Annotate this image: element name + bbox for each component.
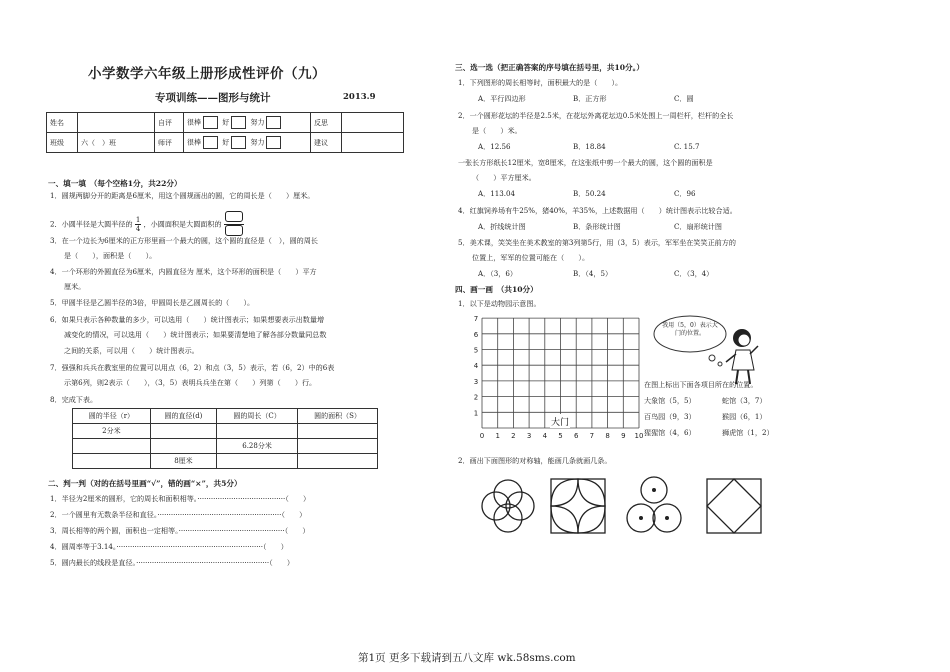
- y-tick-label: 3: [473, 377, 479, 386]
- mc-2a: 2．一个圆形花坛的半径是2.5米，在花坛外离花坛边0.5米处围上一周栏杆，栏杆的全长: [458, 111, 734, 120]
- table-cell: 6.28分米: [217, 439, 298, 454]
- q1-8: 8．完成下表。: [50, 395, 98, 404]
- mc-3a: 一张长方形纸长12厘米，宽8厘米，在这张纸中剪一个最大的圆，这个圆的面积是: [458, 158, 713, 167]
- place-birds: 百鸟园（9，3）: [644, 412, 696, 421]
- page-subtitle: 专项训练——图形与统计: [155, 92, 271, 104]
- q1-6c: 之间的关系，可以用（ ）统计图表示。: [64, 346, 199, 355]
- option-great: 很棒: [187, 118, 201, 127]
- class-field[interactable]: 六（ ）班: [78, 133, 155, 153]
- fraction: [135, 216, 141, 233]
- mc-1: 1．下列图形的周长相等时，面积最大的是（ ）。: [458, 78, 623, 87]
- mc-5-opt-c[interactable]: C．（3，4）: [674, 269, 714, 278]
- speech-bubble-text: 我用（5，0）表示大门的位置。: [662, 322, 718, 337]
- tf-item-1: 1．半径为2厘米的圆形，它的周长和面积相等。·······································（ ）: [50, 494, 311, 503]
- q1-1: 1．圆规两脚分开的距离是6厘米，用这个圆规画出的圆，它的周长是（ ）厘米。: [50, 191, 315, 200]
- table-cell[interactable]: [217, 424, 298, 439]
- mc-1-opt-a[interactable]: A．平行四边形: [478, 94, 526, 103]
- zoo-grid-map[interactable]: [470, 308, 650, 444]
- checkbox[interactable]: [231, 116, 246, 129]
- date-label: 2013.9: [343, 92, 376, 102]
- draw-q1: 1．以下是动物园示意图。: [458, 299, 541, 308]
- map-instruction: 在图上标出下面各项目所在的位置。: [644, 380, 758, 389]
- y-tick-label: 1: [473, 409, 479, 418]
- suggestion-field[interactable]: [342, 133, 404, 153]
- q1-2-text-b: ，小圆面积是大圆面积的: [143, 219, 222, 229]
- q1-3b: 是（ ），面积是（ ）。: [64, 251, 157, 260]
- draw-q2: 2．画出下面图形的对称轴，能画几条就画几条。: [458, 456, 612, 465]
- footer-text: 第1页 更多下载请到五八文库 wk.58sms.com: [358, 652, 576, 664]
- mc-4-opt-a[interactable]: A．折线统计图: [478, 222, 526, 231]
- self-eval-label: 自评: [155, 113, 184, 133]
- teacher-eval-options: [184, 133, 311, 153]
- place-snake: 蛇馆（3，7）: [722, 396, 767, 405]
- section-2-heading: 二、判一判（对的在括号里画“√”，错的画“×”，共5分）: [48, 479, 242, 488]
- mc-4-opt-b[interactable]: B．条形统计图: [573, 222, 621, 231]
- q1-2-text-a: 2．小圆半径是大圆半径的: [50, 219, 133, 229]
- section-3-heading: 三、选一选（把正确答案的序号填在括号里，共10分。）: [455, 63, 645, 72]
- q1-6b: 减变化的情况，可以选用（ ）统计图表示；如果要清楚地了解各部分数量同总数: [64, 330, 327, 339]
- x-tick-label: 9: [621, 432, 626, 440]
- mc-2b: 是（ ）米。: [472, 126, 522, 135]
- self-eval-options: [184, 113, 311, 133]
- mc-2-opt-a[interactable]: A．12.56: [478, 142, 511, 151]
- x-tick-label: 2: [511, 432, 516, 440]
- reflection-field[interactable]: [342, 113, 404, 133]
- gate-label: 大门: [550, 418, 570, 428]
- table-header: 圆的直径(d): [150, 409, 216, 424]
- checkbox[interactable]: [266, 116, 281, 129]
- x-tick-label: 3: [526, 432, 532, 440]
- name-label: 姓名: [47, 113, 78, 133]
- mc-1-opt-b[interactable]: B．正方形: [573, 94, 607, 103]
- q1-5: 5．甲圆半径是乙圆半径的3倍，甲圆周长是乙圆周长的（ ）。: [50, 298, 255, 307]
- mc-1-opt-c[interactable]: C．圆: [674, 94, 694, 103]
- table-cell: 2分米: [73, 424, 151, 439]
- q1-2: [50, 211, 244, 238]
- q1-7b: 示第6列，则2表示（ ），（3，5）表明兵兵坐在第（ ）列第（ ）行。: [64, 378, 317, 387]
- checkbox[interactable]: [203, 136, 218, 149]
- checkbox[interactable]: [203, 116, 218, 129]
- y-tick-label: 7: [473, 315, 479, 324]
- reflection-label: 反思: [311, 113, 342, 133]
- place-monkey: 猴园（6，1）: [722, 412, 767, 421]
- mc-3-opt-a[interactable]: A．113.04: [478, 189, 516, 198]
- tf-item-3: 3．周长相等的两个圆，面积也一定相等。···············································（ ）: [50, 526, 310, 535]
- place-lion-tiger: 狮虎馆（1，2）: [722, 428, 774, 437]
- q1-7a: 7．强强和兵兵在教室里的位置可以用点（6，2）和点（3，5）表示，若（6，2）中的6表: [50, 363, 335, 372]
- table-cell[interactable]: [217, 454, 298, 469]
- section-1-heading: 一、填一填 （每个空格1分，共22分）: [48, 179, 182, 188]
- table-cell: 8厘米: [150, 454, 216, 469]
- y-tick-label: 5: [473, 346, 479, 355]
- name-field[interactable]: [78, 113, 155, 133]
- option-good: 好: [222, 118, 230, 127]
- y-tick-label: 6: [473, 330, 479, 339]
- x-tick-label: 0: [479, 432, 485, 440]
- figure-square-petals[interactable]: [548, 476, 608, 536]
- mc-2-opt-b[interactable]: B．18.84: [573, 142, 606, 151]
- x-tick-label: 8: [605, 432, 610, 440]
- suggestion-label: 建议: [311, 133, 342, 153]
- mc-2-opt-c[interactable]: C. 15.7: [674, 142, 700, 151]
- teacher-eval-label: 师评: [155, 133, 184, 153]
- checkbox[interactable]: [231, 136, 246, 149]
- info-table: [46, 112, 404, 153]
- option-great: 很棒: [187, 138, 201, 147]
- answer-fraction[interactable]: [224, 211, 244, 238]
- figure-four-circles[interactable]: [478, 476, 538, 536]
- option-good: 好: [222, 138, 230, 147]
- table-header: 圆的周长（C）: [217, 409, 298, 424]
- class-label: 班级: [47, 133, 78, 153]
- table-cell[interactable]: [150, 424, 216, 439]
- option-effort: 努力: [250, 138, 265, 147]
- x-tick-label: 10: [634, 432, 644, 440]
- mc-3-opt-c[interactable]: C．96: [674, 189, 696, 198]
- q1-3a: 3．在一个边长为6厘米的正方形里画一个最大的圆，这个圆的直径是（ ），圆的周长: [50, 236, 318, 245]
- tf-item-2: 2．一个圆里有无数条半径和直径。·······················································（ ）: [50, 510, 307, 519]
- mc-5a: 5．美术课，笑笑坐在美术教室的第3列第5行，用（3，5）表示，军军坐在笑笑正前方的: [458, 238, 736, 247]
- table-cell[interactable]: [150, 439, 216, 454]
- x-tick-label: 4: [542, 432, 548, 440]
- tf-item-5: 5．圆内最长的线段是直径。···························································（ ）: [50, 558, 294, 567]
- x-tick-label: 1: [495, 432, 500, 440]
- page-title: 小学数学六年级上册形成性评价（九）: [88, 66, 326, 82]
- table-header: 圆的面积（S）: [297, 409, 377, 424]
- section-4-heading: 四、画一画 （共10分）: [455, 285, 538, 294]
- x-tick-label: 5: [558, 432, 563, 440]
- x-tick-label: 6: [573, 432, 579, 440]
- mc-4-opt-c[interactable]: C．扇形统计图: [674, 222, 722, 231]
- checkbox[interactable]: [266, 136, 281, 149]
- fraction-denominator: 4: [135, 225, 141, 233]
- mc-3-opt-b[interactable]: B．50.24: [573, 189, 606, 198]
- y-tick-label: 4: [473, 362, 479, 371]
- q1-4b: 厘米。: [64, 282, 86, 291]
- figure-three-circles[interactable]: [624, 474, 684, 538]
- table-cell[interactable]: [297, 454, 377, 469]
- mc-5-opt-a[interactable]: A．（3，6）: [478, 269, 517, 278]
- table-cell[interactable]: [73, 439, 151, 454]
- y-tick-label: 2: [473, 393, 479, 402]
- table-cell[interactable]: [297, 439, 377, 454]
- place-orangutan: 猩猩馆（4，6）: [644, 428, 696, 437]
- place-elephant: 大象馆（5，5）: [644, 396, 696, 405]
- table-header: 圆的半径（r）: [73, 409, 151, 424]
- option-effort: 努力: [250, 118, 265, 127]
- table-cell[interactable]: [297, 424, 377, 439]
- figure-square-diamond[interactable]: [704, 476, 764, 536]
- mc-5-opt-b[interactable]: B．（4，5）: [573, 269, 613, 278]
- mc-3b: （ ）平方厘米。: [472, 173, 536, 182]
- mc-4: 4．红旗饲养场有牛25%，猪40%，羊35%，上述数据用（ ）统计图表示比较合适。: [458, 206, 737, 215]
- tf-item-4: 4．圆周率等于3.14。·································································（ ）: [50, 542, 288, 551]
- q1-4a: 4．一个环形的外圆直径为6厘米，内圆直径为 厘米，这个环形的面积是（ ）平方: [50, 267, 317, 276]
- circle-table: [72, 408, 378, 469]
- mc-5b: 位置上，军军的位置可能在（ ）。: [472, 253, 590, 262]
- q1-6a: 6．如果只表示各种数量的多少，可以选用（ ）统计图表示；如果想要表示出数量增: [50, 315, 325, 324]
- fraction-numerator: 1: [135, 216, 141, 224]
- x-tick-label: 7: [589, 432, 595, 440]
- table-cell[interactable]: [73, 454, 151, 469]
